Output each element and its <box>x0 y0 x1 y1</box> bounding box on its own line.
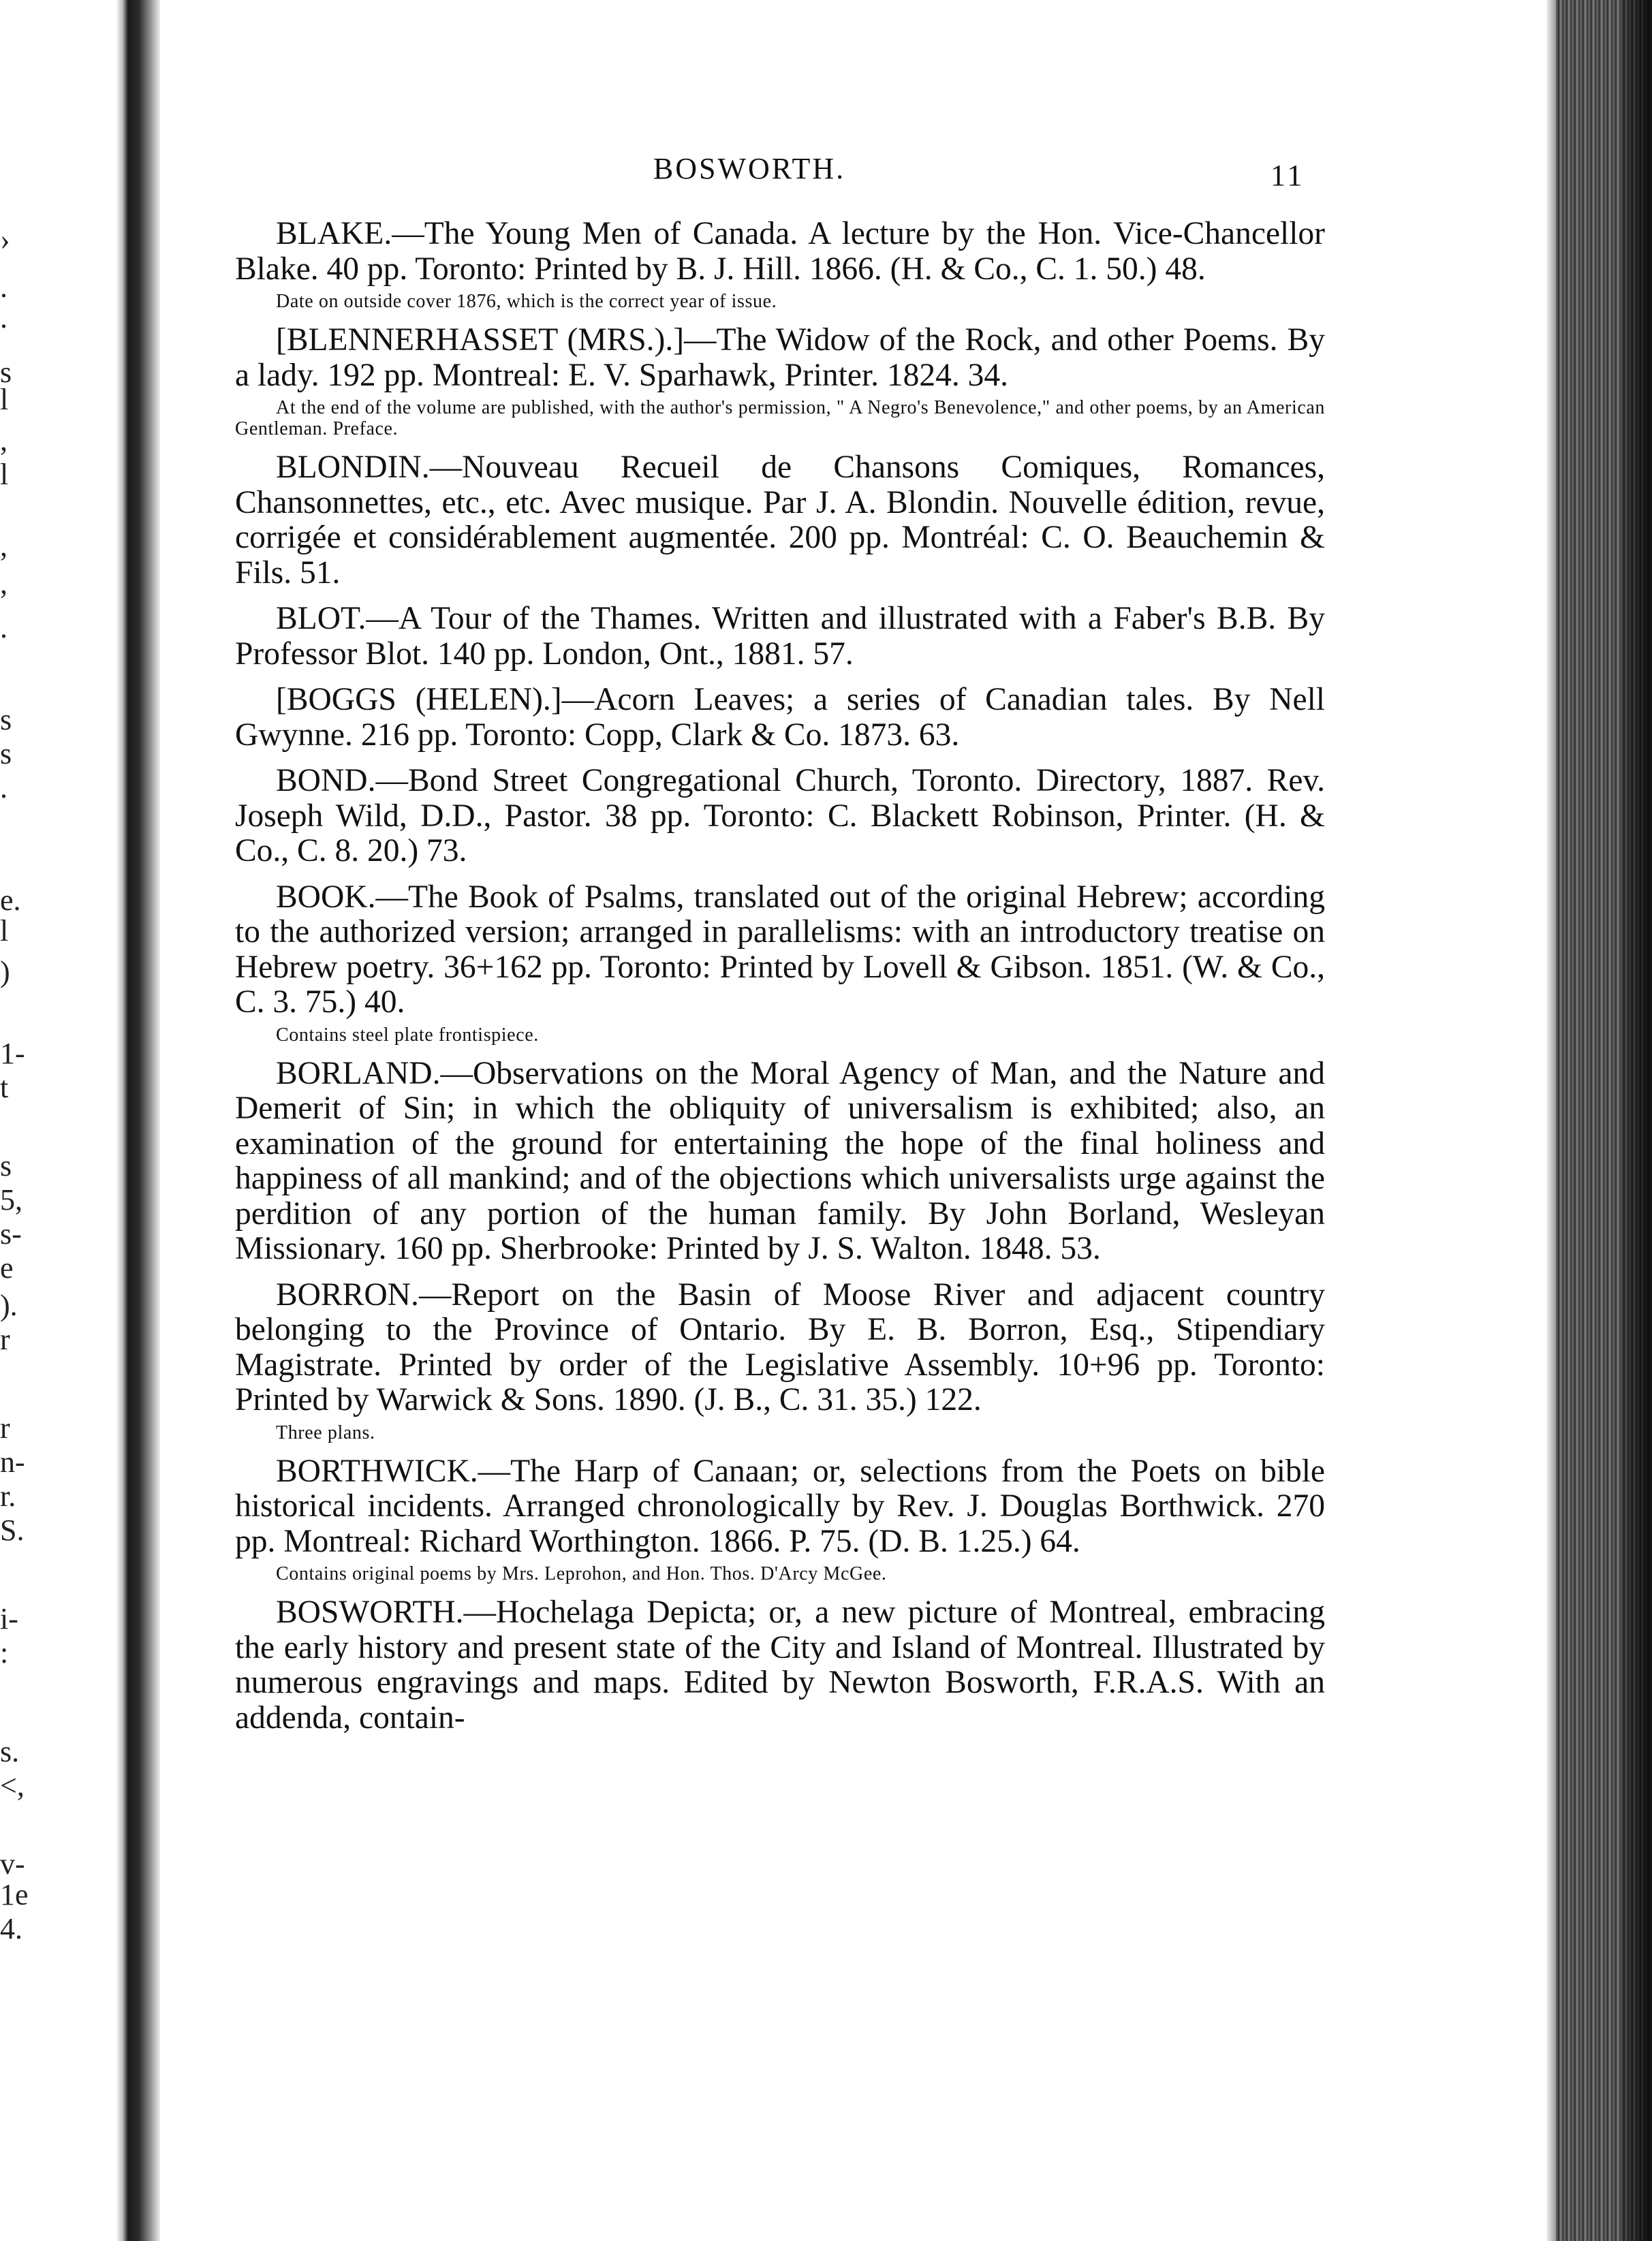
facing-page-fragment: s <box>0 1149 12 1182</box>
facing-page-fragment: , <box>0 567 7 600</box>
entry-text: BORTHWICK.—The Harp of Canaan; or, selections from the Poets on bible historical incidents. Arranged chronologically by Rev. J. Douglas Borthwick. 270 pp. Montreal: Richard Worthington. 1866. P. 75. (D. B. 1.25.) 64. <box>235 1453 1325 1559</box>
facing-page-fragment: 1e <box>0 1878 29 1911</box>
facing-page-fragment: s <box>0 737 12 770</box>
facing-page-fragment: l <box>0 458 9 491</box>
bibliography-entries <box>235 217 1325 1746</box>
facing-page-fragment: i- <box>0 1602 18 1635</box>
facing-page-fragment: s- <box>0 1217 22 1251</box>
facing-page-fragment: ). <box>0 1289 18 1322</box>
facing-page-fragment: s <box>0 703 12 736</box>
facing-page-fragment: r. <box>0 1479 16 1513</box>
facing-page-fragment: , <box>0 424 7 457</box>
entry-text: BOOK.—The Book of Psalms, translated out of the original Hebrew; according to the authorized version; arranged in parallelisms: with an introductory treatise on Hebrew poetry. 36+162 pp. Toronto: Printed by Lovell & Gibson. 1851. (W. & Co., C. 3. 75.) 40. <box>235 879 1325 1020</box>
facing-page-fragment: s <box>0 356 12 389</box>
entry-text: BOSWORTH.—Hochelaga Depicta; or, a new picture of Montreal, embracing the early history and present state of the City and Island of Montreal. Illustrated by numerous engravings and maps. Edited by Newton Bosworth, F.R.A.S. With an addenda, contain- <box>235 1595 1325 1736</box>
bibliography-entry <box>235 1278 1325 1443</box>
page-header <box>170 151 1328 192</box>
facing-page-fragment: 5, <box>0 1183 22 1217</box>
entry-text: BOND.—Bond Street Congregational Church, Toronto. Directory, 1887. Rev. Joseph Wild, D.D., Pastor. 38 pp. Toronto: C. Blackett Robinson, Printer. (H. & Co., C. 8. 20.) 73. <box>235 763 1325 868</box>
facing-page-fragment: r <box>0 1323 10 1356</box>
facing-page-fragment: : <box>0 1636 9 1670</box>
entry-note: Contains original poems by Mrs. Leprohon, and Hon. Thos. D'Arcy McGee. <box>276 1563 887 1584</box>
page-edges <box>1546 0 1652 2241</box>
bibliography-entry <box>235 1056 1325 1267</box>
bibliography-entry <box>235 601 1325 672</box>
bibliography-entry <box>235 450 1325 591</box>
entry-text: BORRON.—Report on the Basin of Moose River and adjacent country belonging to the Province of Ontario. By E. B. Borron, Esq., Stipendiary Magistrate. Printed by order of the Legislative Assembly. 10+96 pp. Toronto: Printed by Warwick & Sons. 1890. (J. B., C. 31. 35.) 122. <box>235 1276 1325 1417</box>
entry-text: [BOGGS (HELEN).]—Acorn Leaves; a series of Canadian tales. By Nell Gwynne. 216 pp. Toronto: Copp, Clark & Co. 1873. 63. <box>235 682 1325 753</box>
facing-page-fragment: S. <box>0 1514 25 1547</box>
bibliography-entry <box>235 683 1325 753</box>
facing-page-fragment: e <box>0 1251 14 1285</box>
entry-note: Three plans. <box>276 1422 375 1443</box>
entry-text: BORLAND.—Observations on the Moral Agency of Man, and the Nature and Demerit of Sin; in which the obliquity of universalism is exhibited; also, an examination of the ground for entertaining the hope of the final holiness and happiness of all mankind; and of the objections which universalists urge against the perdition of any portion of the human family. By John Borland, Wesleyan Missionary. 160 pp. Sherbrooke: Printed by J. S. Walton. 1848. 53. <box>235 1055 1325 1266</box>
facing-page-fragment: l <box>0 383 9 416</box>
entry-text: BLAKE.—The Young Men of Canada. A lecture by the Hon. Vice-Chancellor Blake. 40 pp. Toronto: Printed by B. J. Hill. 1866. (H. & Co., C. 1. 50.) 48. <box>235 216 1325 287</box>
entry-text: BLOT.—A Tour of the Thames. Written and illustrated with a Faber's B.B. By Professor Blot. 140 pp. London, Ont., 1881. 57. <box>235 601 1325 672</box>
facing-page-fragment: <, <box>0 1769 25 1802</box>
entry-text: [BLENNERHASSET (MRS.).]—The Widow of the Rock, and other Poems. By a lady. 192 pp. Montreal: E. V. Sparhawk, Printer. 1824. 34. <box>235 322 1325 393</box>
bibliography-entry <box>235 217 1325 312</box>
entry-note: At the end of the volume are published, with the author's permission, " A Negro's Benevolence," and other poems, by an American Gentleman. Preface. <box>235 397 1325 439</box>
facing-page-fragment: 1- <box>0 1037 25 1070</box>
entry-note: Contains steel plate frontispiece. <box>276 1024 539 1046</box>
bibliography-entry <box>235 880 1325 1046</box>
facing-page-fragment: . <box>0 611 7 644</box>
bibliography-entry <box>235 1454 1325 1585</box>
bibliography-entry <box>235 1595 1325 1736</box>
facing-page-fragment: s. <box>0 1735 20 1768</box>
facing-page-fragment: ) <box>0 955 10 988</box>
facing-page-fragment: t <box>0 1071 9 1104</box>
facing-page-fragment: n- <box>0 1445 25 1479</box>
facing-page-fragment: › <box>0 223 10 256</box>
bibliography-entry <box>235 323 1325 439</box>
facing-page-fragment: e. <box>0 883 21 917</box>
facing-page-fragment: . <box>0 301 7 334</box>
facing-page-fragment: v- <box>0 1847 25 1881</box>
facing-page-fragment: r <box>0 1411 10 1445</box>
bibliography-entry <box>235 764 1325 869</box>
page-number: 11 <box>1271 159 1305 192</box>
running-head: BOSWORTH. <box>653 152 846 185</box>
entry-note: Date on outside cover 1876, which is the correct year of issue. <box>276 291 777 312</box>
entry-text: BLONDIN.—Nouveau Recueil de Chansons Comiques, Romances, Chansonnettes, etc., etc. Avec musique. Par J. A. Blondin. Nouvelle édition, revue, corrigée et considérablement augmentée. 200 pp. Montréal: C. O. Beauchemin & Fils. 51. <box>235 450 1325 591</box>
facing-page-fragment: 4. <box>0 1912 22 1945</box>
facing-page-fragment: l <box>0 914 9 947</box>
facing-page-fragment: . <box>0 270 7 304</box>
facing-page-fragment: . <box>0 771 7 804</box>
facing-page-fragment: , <box>0 529 7 563</box>
